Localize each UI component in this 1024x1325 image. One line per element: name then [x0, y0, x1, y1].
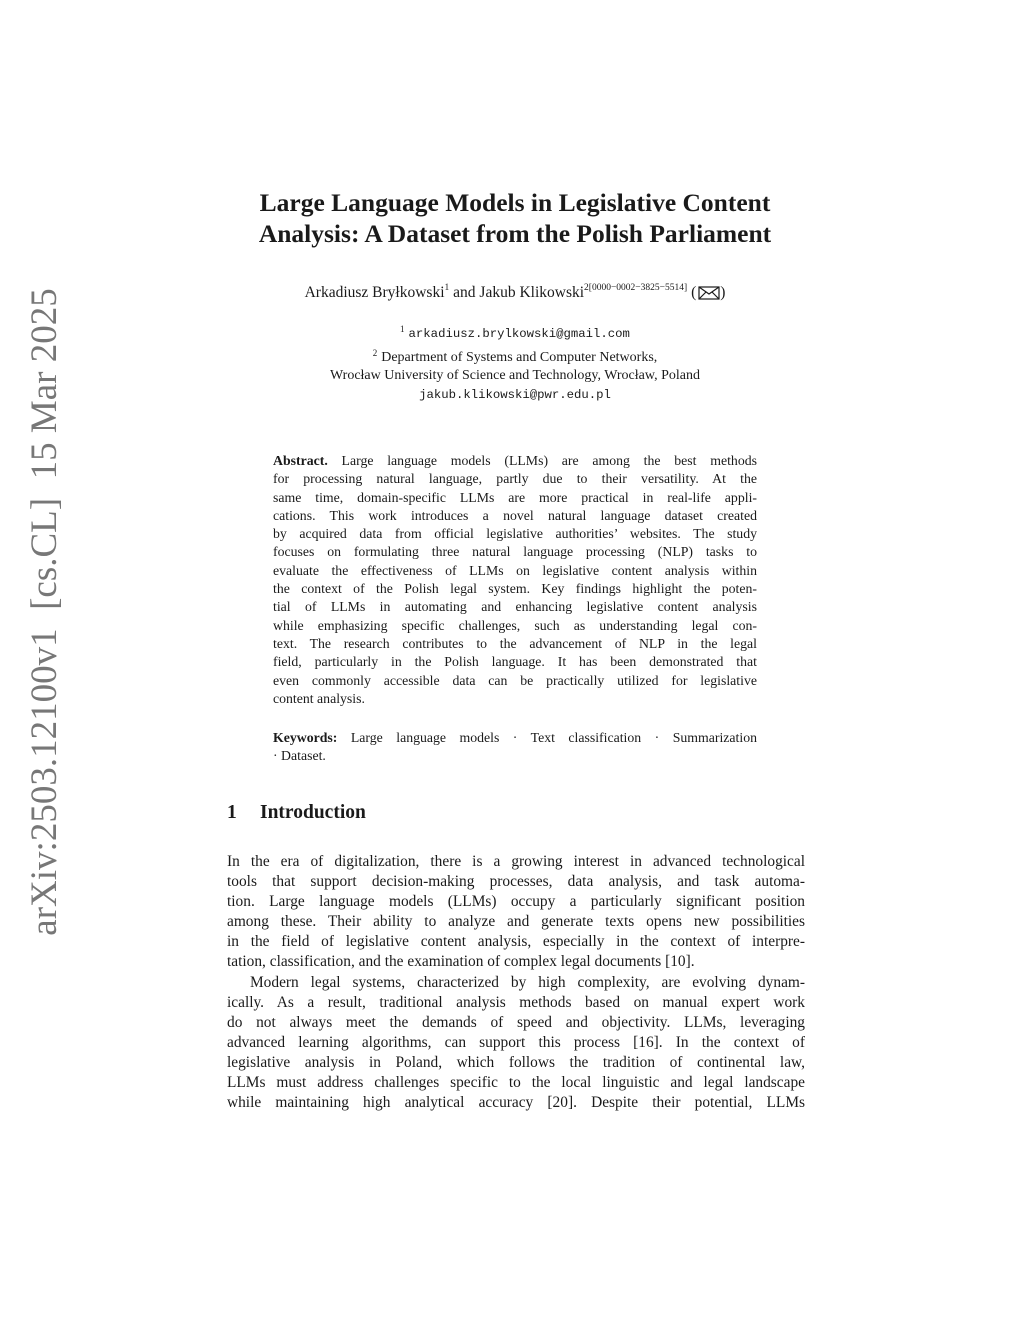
affiliation-orcid-marker: 2[0000−0002−3825−5514]	[584, 283, 688, 293]
body-paragraph	[227, 973, 805, 1113]
author-connector: and	[453, 284, 476, 301]
abstract-line: content analysis.	[273, 690, 365, 706]
abstract-line: even commonly accessible data can be practically utilized for legislative	[273, 672, 757, 688]
arxiv-identifier: arXiv:2503.12100v1 [cs.CL] 15 Mar 2025	[24, 288, 65, 936]
text-line: tion. Large language models (LLMs) occupy a particularly significant position	[227, 893, 805, 910]
abstract-line: cations. This work introduces a novel natural language dataset created	[273, 507, 757, 523]
affiliation-2-institution: Wrocław University of Science and Technology, Wrocław, Poland	[330, 368, 700, 383]
body-paragraph	[227, 852, 805, 972]
text-line: do not always meet the demands of speed and objectivity. LLMs, leveraging	[227, 1014, 805, 1031]
keywords-line: · Dataset.	[273, 748, 326, 764]
text-line: advanced learning algorithms, can support this process [16]. In the context of	[227, 1034, 805, 1051]
author-name: Jakub Klikowski	[479, 284, 585, 301]
abstract-line: field, particularly in the Polish language. It has been demonstrated that	[273, 654, 757, 670]
text-line: In the era of digitalization, there is a growing interest in advanced technological	[227, 853, 805, 870]
envelope-icon[interactable]	[698, 286, 720, 305]
title-line: Large Language Models in Legislative Content	[259, 188, 771, 217]
section-title: Introduction	[260, 802, 366, 823]
abstract-line: evaluate the effectiveness of LLMs on legislative content analysis within	[273, 562, 757, 578]
section-number: 1	[227, 802, 237, 823]
affiliations	[180, 320, 850, 404]
author-name: Arkadiusz Bryłkowski	[304, 284, 445, 301]
text-line: legislative analysis in Poland, which follows the tradition of continental law,	[227, 1054, 805, 1071]
abstract-line: for processing natural language, partly due to their versatility. At the	[273, 471, 757, 487]
keywords-line: Keywords: Large language models · Text classification · Summarization	[273, 730, 757, 745]
section-heading	[227, 802, 366, 824]
text-line: ically. As a result, traditional analysis methods based on manual expert work	[227, 994, 805, 1011]
abstract-line: focuses on formulating three natural language processing (NLP) tasks to	[273, 544, 757, 560]
text-line: among these. Their ability to analyze and generate texts opens new possibilities	[227, 913, 805, 930]
arxiv-stamp	[0, 0, 80, 1325]
abstract-line: same time, domain-specific LLMs are more practical in real-life appli-	[273, 489, 757, 505]
abstract	[273, 452, 757, 708]
text-line: while maintaining high analytical accuracy [20]. Despite their potential, LLMs	[227, 1094, 805, 1111]
email-link[interactable]: arkadiusz.brylkowski@gmail.com	[408, 327, 630, 341]
affiliation-1: $^1$ arkadiusz.brylkowski@gmail.com	[400, 324, 630, 341]
abstract-line: text. The research contributes to the advancement of NLP in the legal	[273, 635, 757, 651]
abstract-label: Abstract.	[273, 453, 328, 468]
abstract-line: Abstract. Large language models (LLMs) are among the best methods	[273, 453, 757, 468]
text-line: in the field of legislative content analysis, especially in the context of interpre-	[227, 933, 805, 950]
abstract-line: tial of LLMs in automating and enhancing legislative content analysis	[273, 599, 757, 615]
email-link[interactable]: jakub.klikowski@pwr.edu.pl	[419, 387, 611, 402]
text-line: Modern legal systems, characterized by high complexity, are evolving dynam-	[250, 974, 805, 991]
abstract-line: while emphasizing specific challenges, such as understanding legal con-	[273, 617, 757, 633]
text-line: tation, classification, and the examination of complex legal documents [10].	[227, 953, 695, 970]
text-line: tools that support decision-making processes, data analysis, and task automa-	[227, 873, 805, 890]
title-line: Analysis: A Dataset from the Polish Parliament	[258, 219, 772, 248]
abstract-line: the context of the Polish legal system. Key findings highlight the poten-	[273, 581, 757, 597]
abstract-line: by acquired data from official legislative authorities’ websites. The study	[273, 526, 757, 542]
affiliation-2-email	[180, 386, 850, 405]
keywords-label: Keywords:	[273, 730, 338, 745]
paper-title	[180, 187, 850, 249]
affiliation-2: $^2$ Department of Systems and Computer Networks,	[372, 347, 658, 365]
affiliation-marker: 1	[444, 283, 450, 293]
author-list: Arkadiusz Bryłkowski$^1$ and Jakub Klikowski$^{2[0000-0002-3825-5514]}$ ( )	[180, 283, 850, 305]
keywords	[273, 729, 757, 766]
text-line: LLMs must address challenges specific to the local linguistic and legal landscape	[227, 1074, 805, 1091]
